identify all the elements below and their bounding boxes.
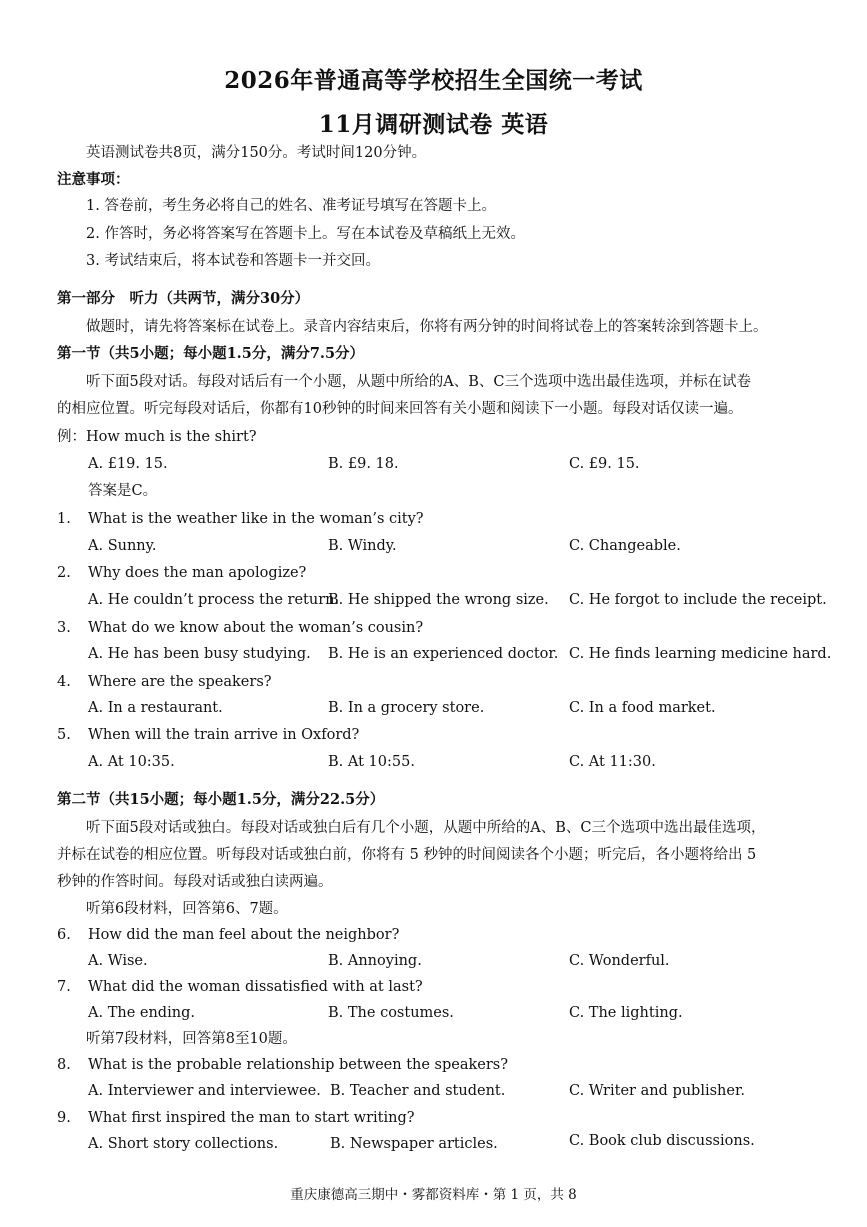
question-text: What first inspired the man to start writing? — [88, 1110, 415, 1126]
option-b: B. Teacher and student. — [330, 1083, 506, 1099]
section2-heading: 第二节（共15小题；每小题1.5分，满分22.5分） — [57, 791, 385, 808]
option-b: B. He shipped the wrong size. — [328, 592, 549, 608]
example-question: 例：How much is the shirt? — [57, 429, 257, 445]
option-a: A. At 10:35. — [88, 754, 175, 770]
question-text: What did the woman dissatisfied with at last? — [88, 979, 423, 995]
question-number: 6. — [57, 927, 71, 943]
part1-heading: 第一部分 听力（共两节，满分30分） — [57, 290, 310, 307]
section1-instruction: 听下面5段对话。每段对话后有一个小题，从题中所给的A、B、C三个选项中选出最佳选项，并标在试卷 — [86, 374, 751, 390]
part1-instruction: 做题时，请先将答案标在试卷上。录音内容结束后，你将有两分钟的时间将试卷上的答案转涂到答题卡上。 — [86, 319, 768, 335]
option-c: C. Book club discussions. — [569, 1133, 755, 1149]
section2-instruction: 秒钟的作答时间。每段对话或独白读两遍。 — [57, 874, 333, 890]
question-number: 4. — [57, 674, 71, 690]
option-a: A. In a restaurant. — [88, 700, 223, 716]
question-number: 9. — [57, 1110, 71, 1126]
exam-subtitle: 11月调研测试卷 英语 — [318, 111, 549, 138]
question-number: 2. — [57, 565, 71, 581]
option-b: B. He is an experienced doctor. — [328, 646, 559, 662]
notice-item: 2. 作答时，务必将答案写在答题卡上。写在本试卷及草稿纸上无效。 — [86, 226, 525, 242]
option-c: C. He finds learning medicine hard. — [569, 646, 832, 662]
option-c: C. He forgot to include the receipt. — [569, 592, 827, 608]
option-a: A. The ending. — [88, 1005, 195, 1021]
option-c: C. Changeable. — [569, 538, 681, 554]
question-number: 1. — [57, 511, 71, 527]
section2-instruction: 并标在试卷的相应位置。听每段对话或独白前，你将有 5 秒钟的时间阅读各个小题；听完后，各小题将给出 5 — [57, 847, 757, 863]
question-text: Why does the man apologize? — [88, 565, 307, 581]
option-b: B. In a grocery store. — [328, 700, 485, 716]
option-c: C. At 11:30. — [569, 754, 656, 770]
option-a: A. Wise. — [88, 953, 148, 969]
option-c: C. In a food market. — [569, 700, 716, 716]
question-number: 3. — [57, 620, 71, 636]
option-a: A. Short story collections. — [88, 1136, 279, 1152]
question-text: How did the man feel about the neighbor? — [88, 927, 400, 943]
example-answer: 答案是C。 — [88, 483, 158, 499]
section1-heading: 第一节（共5小题；每小题1.5分，满分7.5分） — [57, 345, 365, 362]
question-number: 8. — [57, 1057, 71, 1073]
option-a: A. Sunny. — [88, 538, 157, 554]
option-b: B. At 10:55. — [328, 754, 415, 770]
option-b: B. Newspaper articles. — [330, 1136, 498, 1152]
material-note: 听第7段材料，回答第8至10题。 — [86, 1031, 297, 1047]
example-option-a: A. £19. 15. — [88, 456, 168, 472]
notice-heading: 注意事项： — [57, 171, 130, 188]
option-a: A. Interviewer and interviewee. — [88, 1083, 321, 1099]
question-text: When will the train arrive in Oxford? — [88, 727, 360, 743]
page-footer: 重庆康德高三期中・雾都资料库・第 1 页，共 8 — [290, 1187, 577, 1203]
section2-instruction: 听下面5段对话或独白。每段对话或独白后有几个小题，从题中所给的A、B、C三个选项中选出最佳选项， — [86, 820, 766, 836]
option-a: A. He has been busy studying. — [88, 646, 311, 662]
example-option-b: B. £9. 18. — [328, 456, 399, 472]
material-note: 听第6段材料，回答第6、7题。 — [86, 901, 288, 917]
option-b: B. Windy. — [328, 538, 397, 554]
option-c: C. Writer and publisher. — [569, 1083, 745, 1099]
option-c: C. The lighting. — [569, 1005, 683, 1021]
option-c: C. Wonderful. — [569, 953, 670, 969]
notice-item: 3. 考试结束后，将本试卷和答题卡一并交回。 — [86, 253, 380, 269]
option-b: B. The costumes. — [328, 1005, 454, 1021]
exam-title: 2026年普通高等学校招生全国统一考试 — [224, 67, 643, 94]
question-number: 5. — [57, 727, 71, 743]
question-text: What is the weather like in the woman’s city? — [88, 511, 424, 527]
example-option-c: C. £9. 15. — [569, 456, 640, 472]
intro-text: 英语测试卷共8页，满分150分。考试时间120分钟。 — [86, 145, 427, 161]
question-text: Where are the speakers? — [88, 674, 272, 690]
question-number: 7. — [57, 979, 71, 995]
question-text: What is the probable relationship between the speakers? — [88, 1057, 509, 1073]
option-a: A. He couldn’t process the return. — [88, 592, 340, 608]
question-text: What do we know about the woman’s cousin? — [88, 620, 424, 636]
notice-item: 1. 答卷前，考生务必将自己的姓名、准考证号填写在答题卡上。 — [86, 198, 496, 214]
section1-instruction: 的相应位置。听完每段对话后，你都有10秒钟的时间来回答有关小题和阅读下一小题。每段对话仅读一遍。 — [57, 401, 743, 417]
option-b: B. Annoying. — [328, 953, 422, 969]
